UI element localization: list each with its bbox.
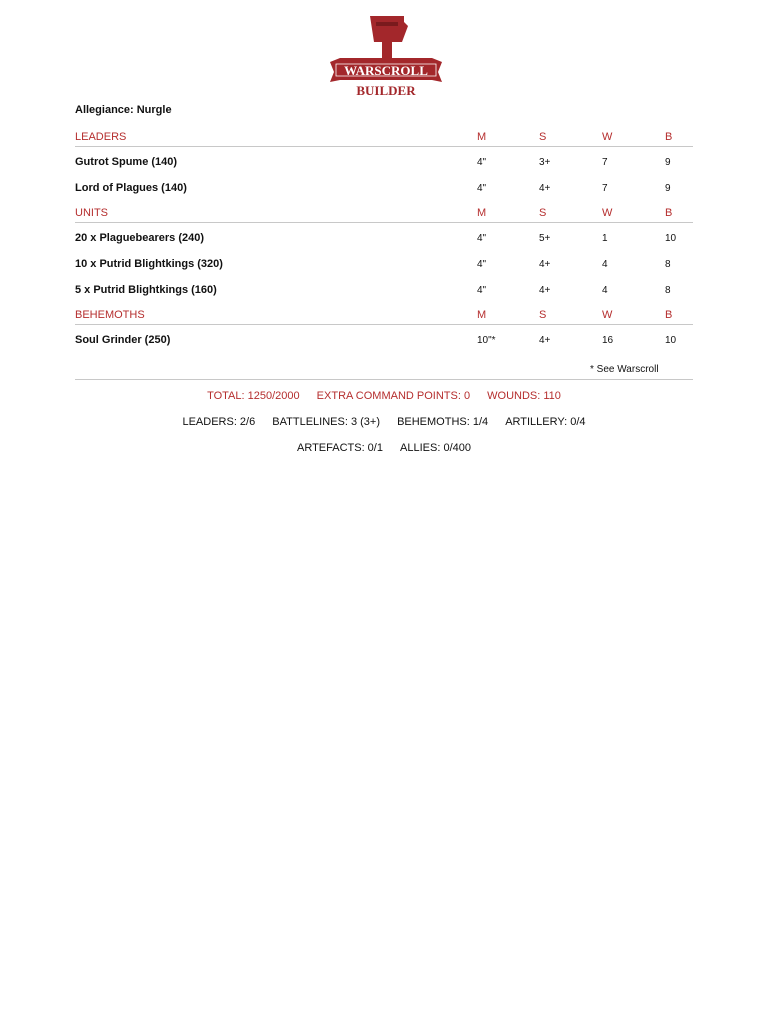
unit-row	[75, 150, 693, 176]
leaders-limit: LEADERS: 2/6	[182, 416, 256, 428]
allegiance-label: Allegiance: Nurgle	[75, 104, 172, 116]
header-wounds: W	[602, 207, 613, 219]
footnote	[75, 361, 693, 380]
unit-row	[75, 176, 693, 202]
header-move: M	[477, 207, 487, 219]
extra-limits	[0, 442, 768, 454]
brand-line2: BUILDER	[356, 83, 416, 98]
unit-bravery: 10	[665, 335, 677, 346]
unit-wounds: 16	[602, 335, 614, 346]
header-wounds: W	[602, 309, 613, 321]
unit-move: 10"*	[477, 335, 496, 346]
battlelines-limit: BATTLELINES: 3 (3+)	[272, 416, 380, 428]
role-limits	[0, 416, 768, 428]
unit-move: 4"	[477, 259, 487, 270]
header-bravery: B	[665, 131, 673, 143]
unit-bravery: 10	[665, 233, 677, 244]
section-title: LEADERS	[75, 131, 127, 143]
unit-save: 5+	[539, 233, 551, 244]
behemoths-limit: BEHEMOTHS: 1/4	[397, 416, 489, 428]
unit-bravery: 8	[665, 285, 671, 296]
header-wounds: W	[602, 131, 613, 143]
section-title: UNITS	[75, 207, 108, 219]
warscroll-builder-logo	[326, 12, 446, 100]
section-header-behemoths	[75, 304, 693, 325]
unit-name: Gutrot Spume (140)	[75, 156, 178, 168]
header-save: S	[539, 131, 547, 143]
section-header-leaders	[75, 126, 693, 147]
footnote-text: * See Warscroll	[590, 364, 659, 375]
unit-wounds: 7	[602, 157, 608, 168]
artillery-limit: ARTILLERY: 0/4	[505, 416, 586, 428]
section-header-units	[75, 202, 693, 223]
unit-wounds: 7	[602, 183, 608, 194]
unit-move: 4"	[477, 233, 487, 244]
unit-wounds: 1	[602, 233, 608, 244]
unit-move: 4"	[477, 285, 487, 296]
allies-limit: ALLIES: 0/400	[400, 442, 471, 454]
total-wounds: WOUNDS: 110	[487, 390, 561, 402]
roster-table	[75, 126, 693, 354]
unit-wounds: 4	[602, 285, 608, 296]
unit-name: Soul Grinder (250)	[75, 334, 171, 346]
artefacts-limit: ARTEFACTS: 0/1	[296, 442, 383, 454]
unit-save: 4+	[539, 259, 551, 270]
header-bravery: B	[665, 309, 673, 321]
section-title: BEHEMOTHS	[75, 309, 145, 321]
unit-name: 10 x Putrid Blightkings (320)	[75, 258, 223, 270]
unit-wounds: 4	[602, 259, 608, 270]
unit-save: 4+	[539, 285, 551, 296]
unit-save: 3+	[539, 157, 551, 168]
unit-move: 4"	[477, 183, 487, 194]
unit-bravery: 9	[665, 157, 671, 168]
header-save: S	[539, 207, 547, 219]
brand-line1: WARSCROLL	[344, 63, 428, 78]
unit-row	[75, 328, 693, 354]
unit-save: 4+	[539, 335, 551, 346]
header-move: M	[477, 309, 487, 321]
total-points: TOTAL: 1250/2000	[207, 390, 300, 402]
unit-name: Lord of Plagues (140)	[75, 182, 187, 194]
header-save: S	[539, 309, 547, 321]
unit-bravery: 8	[665, 259, 671, 270]
header-bravery: B	[665, 207, 673, 219]
unit-name: 20 x Plaguebearers (240)	[75, 232, 205, 244]
totals-summary	[0, 390, 768, 402]
extra-command-points: EXTRA COMMAND POINTS: 0	[316, 390, 471, 402]
unit-bravery: 9	[665, 183, 671, 194]
unit-row	[75, 226, 693, 252]
unit-move: 4"	[477, 157, 487, 168]
unit-save: 4+	[539, 183, 551, 194]
unit-row	[75, 252, 693, 278]
unit-name: 5 x Putrid Blightkings (160)	[75, 284, 217, 296]
header-move: M	[477, 131, 487, 143]
unit-row	[75, 278, 693, 304]
